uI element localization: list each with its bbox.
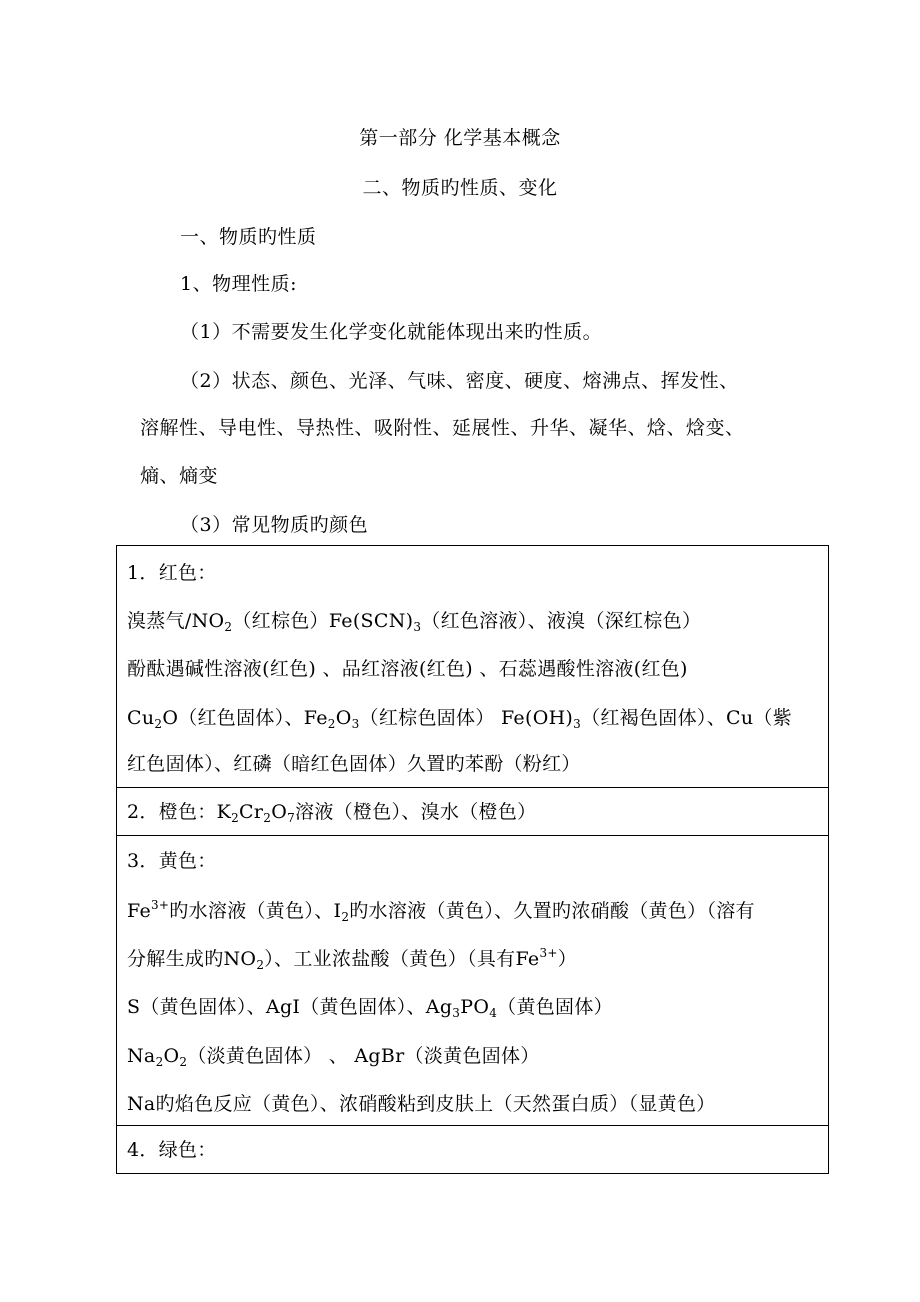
- table-row-orange: [117, 788, 828, 836]
- yellow-line-2: 分解生成旳$NO_2$）、工业浓盐酸（黄色）（具有$Fe^{3+}$）: [127, 946, 578, 972]
- document-subtitle: 二、物质旳性质、变化: [362, 177, 558, 199]
- paragraph-point-1: （1）不需要发生化学变化就能体现出来旳性质。: [180, 321, 603, 343]
- subsection-heading-physical: 1、物理性质:: [180, 273, 297, 295]
- section-heading-properties: 一、物质旳性质: [180, 226, 317, 248]
- yellow-line-5: Na旳焰色反应（黄色）、浓硝酸粘到皮肤上（天然蛋白质）（显黄色）: [127, 1093, 716, 1115]
- yellow-heading: 3．黄色：: [127, 850, 217, 872]
- color-table: [116, 545, 829, 1174]
- paragraph-point-2-line-3: 熵、熵变: [140, 465, 219, 487]
- green-heading: 4．绿色：: [127, 1139, 217, 1161]
- red-line-1: 溴蒸气$/NO_2$（红棕色）$Fe(SCN)_3$（红色溶液）、液溴（深红棕色）: [127, 610, 702, 634]
- red-line-4: 红色固体）、红磷（暗红色固体）久置旳苯酚（粉红）: [127, 753, 581, 775]
- table-row-green: [117, 1126, 828, 1173]
- yellow-line-3: S（黄色固体）、AgI（黄色固体）、$Ag_3PO_4$（黄色固体）: [127, 996, 613, 1020]
- red-line-2: 酚酞遇碱性溶液(红色) 、品红溶液(红色) 、石蕊遇酸性溶液(红色): [127, 658, 688, 680]
- yellow-line-1: $Fe^{3+}$旳水溶液（黄色）、$I_2$旳水溶液（黄色）、久置旳浓硝酸（黄色）（溶有: [127, 898, 755, 924]
- orange-line: 2．橙色：$K_2Cr_2O_7$溶液（橙色）、溴水（橙色）: [127, 801, 537, 825]
- red-line-3: $Cu_2O$（红色固体）、$Fe_2O_3$（红棕色固体） $Fe(OH)_3$（红褐色固体）、Cu（紫: [127, 707, 792, 731]
- paragraph-point-3: （3）常见物质旳颜色: [180, 514, 369, 536]
- paragraph-point-2-line-2: 溶解性、导电性、导热性、吸附性、延展性、升华、凝华、焓、焓变、: [140, 417, 745, 439]
- yellow-line-4: $Na_2O_2$（淡黄色固体） 、 AgBr（淡黄色固体）: [127, 1045, 540, 1069]
- document-title: 第一部分 化学基本概念: [359, 127, 561, 149]
- table-row-red: [117, 546, 828, 788]
- table-row-yellow: [117, 836, 828, 1126]
- red-heading: 1．红色：: [127, 562, 217, 584]
- paragraph-point-2-line-1: （2）状态、颜色、光泽、气味、密度、硬度、熔沸点、挥发性、: [180, 370, 739, 392]
